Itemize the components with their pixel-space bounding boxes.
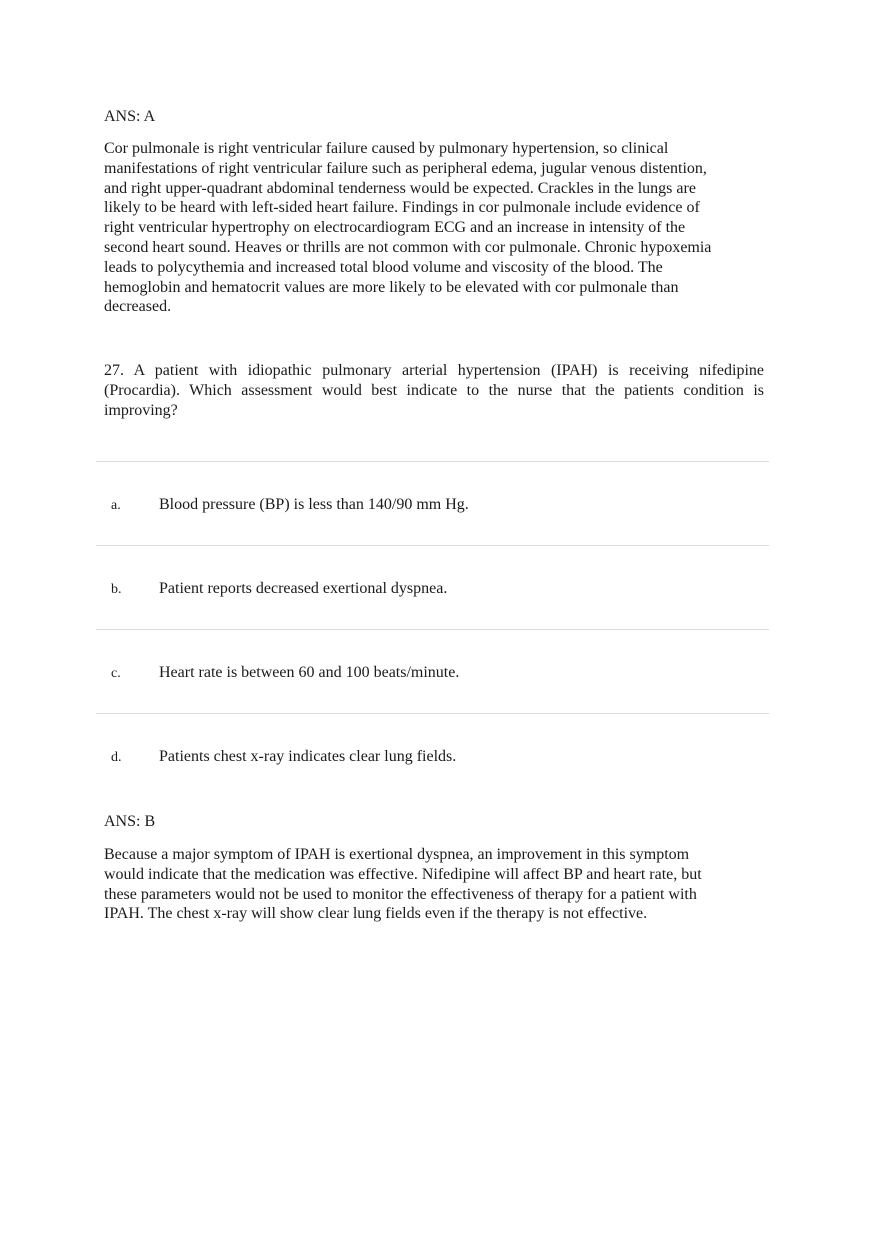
rationale-line: and right upper-quadrant abdominal tenderness would be expected. Crackles in the lungs are bbox=[104, 179, 696, 197]
answer-key: ANS: B bbox=[104, 813, 156, 830]
rationale-line: these parameters would not be used to monitor the effectiveness of therapy for a patient with bbox=[104, 885, 697, 903]
rationale-line: second heart sound. Heaves or thrills are not common with cor pulmonale. Chronic hypoxemia bbox=[104, 238, 712, 256]
option-text: Patient reports decreased exertional dyspnea. bbox=[159, 580, 448, 597]
answer-key-previous: ANS: A bbox=[104, 108, 156, 125]
option-letter: b. bbox=[111, 582, 122, 597]
rationale-line: Because a major symptom of IPAH is exertional dyspnea, an improvement in this symptom bbox=[104, 846, 690, 863]
rationale-line: manifestations of right ventricular failure such as peripheral edema, jugular venous distention, bbox=[104, 159, 707, 177]
option-letter: a. bbox=[111, 498, 121, 513]
rationale-line: right ventricular hypertrophy on electrocardiogram ECG and an increase in intensity of the bbox=[104, 219, 686, 237]
rationale bbox=[104, 845, 766, 924]
rationale-line: likely to be heard with left-sided heart failure. Findings in cor pulmonale include evidence of bbox=[104, 199, 700, 217]
option-b[interactable] bbox=[96, 545, 769, 629]
rationale-line: Cor pulmonale is right ventricular failure caused by pulmonary hypertension, so clinical bbox=[104, 140, 669, 157]
option-d[interactable] bbox=[96, 713, 769, 797]
option-text: Patients chest x-ray indicates clear lung fields. bbox=[159, 748, 457, 765]
rationale-line: leads to polycythemia and increased total blood volume and viscosity of the blood. The bbox=[104, 258, 663, 276]
rationale-line: would indicate that the medication was effective. Nifedipine will affect BP and heart rate, but bbox=[104, 865, 702, 883]
rationale-line: IPAH. The chest x-ray will show clear lung fields even if the therapy is not effective. bbox=[104, 905, 648, 923]
option-c[interactable] bbox=[96, 629, 769, 713]
option-text: Blood pressure (BP) is less than 140/90 mm Hg. bbox=[159, 496, 469, 513]
rationale-line: decreased. bbox=[104, 298, 172, 316]
option-text: Heart rate is between 60 and 100 beats/minute. bbox=[159, 664, 460, 681]
answer-options bbox=[96, 461, 769, 797]
option-letter: d. bbox=[111, 750, 122, 765]
rationale-previous bbox=[104, 139, 766, 317]
option-letter: c. bbox=[111, 666, 121, 681]
option-a[interactable] bbox=[96, 461, 769, 545]
rationale-line: hemoglobin and hematocrit values are more likely to be elevated with cor pulmonale than bbox=[104, 278, 679, 296]
question-stem: 27. A patient with idiopathic pulmonary arterial hypertension (IPAH) is receiving nifedipine (Procardia). Which assessment would best indicate to the nurse that the patients condition is improving? bbox=[104, 362, 764, 419]
